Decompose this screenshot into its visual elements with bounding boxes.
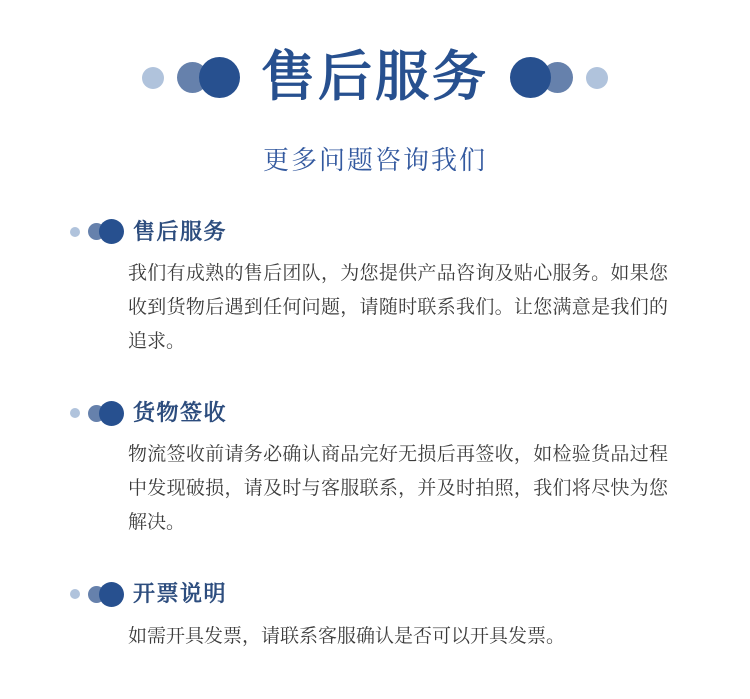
- section-body-text: 我们有成熟的售后团队，为您提供产品咨询及贴心服务。如果您收到货物后遇到任何问题，请随时联系我们。让您满意是我们的追求。: [128, 262, 668, 352]
- section-goods-receipt: [70, 400, 668, 540]
- dot-large-dark-icon: [510, 57, 551, 98]
- dot-small-light-icon: [70, 227, 80, 237]
- dot-large-dark-icon: [99, 219, 124, 244]
- section-title: 售后服务: [133, 218, 228, 244]
- section-heading-row: [70, 581, 668, 607]
- section-body-text: 物流签收前请务必确认商品完好无损后再签收，如检验货品过程中发现破损，请及时与客服联系，并及时拍照，我们将尽快为您解决。: [128, 444, 668, 534]
- page-title: 售后服务: [261, 47, 489, 107]
- section-heading-row: [70, 219, 668, 245]
- dot-small-light-icon: [586, 67, 608, 89]
- section-heading-row: [70, 400, 668, 426]
- section-title: 货物签收: [133, 399, 228, 425]
- dot-small-light-icon: [142, 67, 164, 89]
- sections-container: [0, 219, 750, 654]
- title-dots-right: [510, 57, 608, 98]
- section-title: 开票说明: [133, 581, 228, 607]
- dot-large-dark-icon: [199, 57, 240, 98]
- dot-small-light-icon: [70, 408, 80, 418]
- title-dots-left: [142, 57, 240, 98]
- dot-small-light-icon: [70, 589, 80, 599]
- page-subtitle: 更多问题咨询我们: [262, 144, 487, 175]
- dot-large-dark-icon: [99, 401, 124, 426]
- section-after-sales: [70, 219, 668, 359]
- section-body-text: 如需开具发票，请联系客服确认是否可以开具发票。: [128, 625, 566, 647]
- dot-large-dark-icon: [99, 582, 124, 607]
- section-invoice-notes: [70, 581, 668, 653]
- page-header: [0, 0, 750, 112]
